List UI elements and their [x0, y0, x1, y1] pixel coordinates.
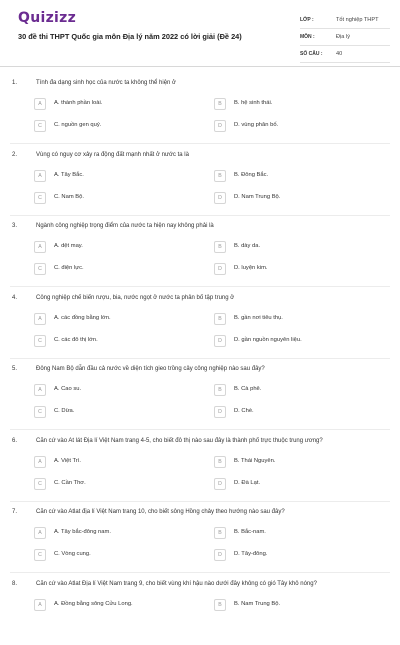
answer-option-a[interactable] — [34, 527, 214, 541]
answer-option-a[interactable] — [34, 384, 214, 398]
option-text: B. hệ sinh thái. — [234, 100, 273, 106]
question-2 — [0, 144, 400, 216]
option-text: B. Bắc-nam. — [234, 529, 266, 535]
option-letter-box: C — [34, 120, 46, 132]
option-text: D. Đà Lạt. — [234, 479, 261, 486]
answer-option-a[interactable] — [34, 456, 214, 470]
answer-option-b[interactable] — [214, 527, 394, 541]
option-letter-box: C — [34, 478, 46, 490]
option-letter-box: C — [34, 549, 46, 561]
option-text: B. Cà phê. — [234, 386, 262, 392]
question-text: Căn cứ vào Atlat Địa lí Việt Nam trang 9, cho biết vùng khí hậu nào dưới đây không có gió Tây khô nóng? — [36, 580, 317, 587]
option-letter-box: D — [214, 263, 226, 275]
meta-key: SỐ CÂU : — [300, 51, 323, 57]
option-text: A. dệt may. — [54, 243, 83, 249]
option-text: A. Tây Bắc. — [54, 171, 84, 178]
option-letter-box: B — [214, 456, 226, 468]
answer-option-c[interactable] — [34, 335, 214, 349]
answer-option-b[interactable] — [214, 384, 394, 398]
option-letter-box: A — [34, 527, 46, 539]
option-text: A. thành phần loài. — [54, 100, 103, 106]
option-text: B. Nam Trung Bộ. — [234, 600, 281, 607]
option-text: B. Đông Bắc. — [234, 171, 269, 178]
answer-option-b[interactable] — [214, 241, 394, 255]
meta-value: Địa lý — [336, 34, 350, 40]
answer-option-d[interactable] — [214, 192, 394, 206]
answer-option-b[interactable] — [214, 170, 394, 184]
answer-option-d[interactable] — [214, 263, 394, 277]
option-letter-box: A — [34, 98, 46, 110]
answer-option-a[interactable] — [34, 98, 214, 112]
option-letter-box: D — [214, 406, 226, 418]
option-letter-box: D — [214, 478, 226, 490]
option-letter-box: D — [214, 335, 226, 347]
option-letter-box: A — [34, 241, 46, 253]
answer-option-b[interactable] — [214, 599, 394, 613]
option-text: A. Cao su. — [54, 386, 82, 392]
question-7 — [0, 501, 400, 573]
answer-option-c[interactable] — [34, 192, 214, 206]
meta-key: LỚP : — [300, 17, 314, 23]
option-letter-box: B — [214, 98, 226, 110]
option-letter-box: A — [34, 456, 46, 468]
question-number: 8. — [12, 580, 18, 587]
answer-option-d[interactable] — [214, 478, 394, 492]
option-text: A. Đồng bằng sông Cửu Long. — [54, 600, 133, 607]
option-text: C. nguồn gen quý. — [54, 122, 102, 128]
option-letter-box: B — [214, 599, 226, 611]
option-text: C. Nam Bộ. — [54, 193, 84, 200]
option-text: D. gần nguồn nguyên liệu. — [234, 336, 302, 343]
answer-option-b[interactable] — [214, 98, 394, 112]
question-number: 7. — [12, 509, 18, 515]
question-number: 3. — [12, 223, 18, 229]
answer-option-b[interactable] — [214, 313, 394, 327]
answer-option-c[interactable] — [34, 120, 214, 134]
question-8 — [0, 573, 400, 645]
question-1 — [0, 72, 400, 144]
question-number: 2. — [12, 151, 18, 158]
question-number: 1. — [12, 80, 18, 86]
question-number: 6. — [12, 437, 18, 444]
question-text: Căn cứ vào Atlat địa lí Việt Nam trang 10, cho biết sông Hồng chảy theo hướng nào sau đây? — [36, 509, 285, 515]
option-text: A. Tây bắc-đông nam. — [54, 529, 111, 535]
option-letter-box: A — [34, 599, 46, 611]
option-text: B. gần nơi tiêu thụ. — [234, 314, 283, 321]
question-3 — [0, 215, 400, 287]
option-letter-box: B — [214, 170, 226, 182]
meta-key: MÔN : — [300, 34, 315, 40]
option-letter-box: C — [34, 335, 46, 347]
document-title: 30 đề thi THPT Quốc gia môn Địa lý năm 2022 có lời giải (Đề 24) — [18, 32, 242, 41]
question-number: 4. — [12, 294, 18, 301]
question-text: Ngành công nghiệp trọng điểm của nước ta hiện nay không phải là — [36, 223, 214, 229]
answer-option-c[interactable] — [34, 263, 214, 277]
option-letter-box: C — [34, 192, 46, 204]
option-letter-box: C — [34, 263, 46, 275]
option-text: C. Vòng cung. — [54, 551, 91, 557]
option-letter-box: B — [214, 313, 226, 325]
answer-option-d[interactable] — [214, 406, 394, 420]
option-letter-box: A — [34, 384, 46, 396]
answer-option-a[interactable] — [34, 313, 214, 327]
header-divider — [0, 66, 400, 67]
option-text: A. các đồng bằng lớn. — [54, 314, 111, 321]
option-text: C. các đô thị lớn. — [54, 336, 98, 343]
meta-value: Tốt nghiệp THPT — [336, 17, 379, 23]
option-letter-box: B — [214, 384, 226, 396]
answer-option-d[interactable] — [214, 549, 394, 563]
answer-option-b[interactable] — [214, 456, 394, 470]
answer-option-a[interactable] — [34, 170, 214, 184]
answer-option-d[interactable] — [214, 120, 394, 134]
option-letter-box: A — [34, 170, 46, 182]
answer-option-d[interactable] — [214, 335, 394, 349]
question-text: Công nghiệp chế biến rượu, bia, nước ngọt ở nước ta phân bố tập trung ở — [36, 294, 235, 301]
question-6 — [0, 430, 400, 502]
option-letter-box: D — [214, 120, 226, 132]
option-text: D. Nam Trung Bộ. — [234, 193, 281, 200]
option-text: C. Cần Thơ. — [54, 479, 86, 486]
question-text: Tính đa dạng sinh học của nước ta không thể hiện ở — [36, 80, 176, 86]
option-text: D. Chè. — [234, 408, 254, 414]
answer-option-a[interactable] — [34, 599, 214, 613]
quizizz-logo: Quizizz — [18, 10, 77, 26]
option-letter-box: D — [214, 192, 226, 204]
meta-row-count — [300, 46, 390, 63]
question-4 — [0, 287, 400, 359]
meta-value: 40 — [336, 51, 343, 57]
question-text: Vùng có nguy cơ xảy ra động đất mạnh nhất ở nước ta là — [36, 151, 189, 158]
option-text: D. vùng phân bố. — [234, 122, 279, 128]
answer-option-a[interactable] — [34, 241, 214, 255]
option-letter-box: C — [34, 406, 46, 418]
question-text: Đông Nam Bộ dẫn đầu cả nước về diện tích gieo trồng cây công nghiệp nào sau đây? — [36, 366, 265, 372]
option-letter-box: B — [214, 527, 226, 539]
meta-row-class — [300, 12, 390, 29]
option-text: D. Tây-đông. — [234, 551, 268, 557]
meta-row-subject — [300, 29, 390, 46]
answer-option-c[interactable] — [34, 478, 214, 492]
option-letter-box: D — [214, 549, 226, 561]
worksheet-meta — [300, 12, 390, 63]
question-5 — [0, 358, 400, 430]
answer-option-c[interactable] — [34, 549, 214, 563]
option-text: C. Dừa. — [54, 408, 75, 414]
question-number: 5. — [12, 366, 18, 372]
option-text: C. điện lực. — [54, 265, 84, 271]
answer-option-c[interactable] — [34, 406, 214, 420]
option-text: D. luyện kim. — [234, 265, 268, 271]
option-text: B. Thái Nguyên. — [234, 457, 276, 464]
option-text: A. Việt Trì. — [54, 457, 81, 464]
option-letter-box: B — [214, 241, 226, 253]
option-text: B. dày da. — [234, 243, 261, 249]
question-text: Căn cứ vào At lát Địa lí Việt Nam trang 4-5, cho biết đô thị nào sau đây là thành phố trực thuộc trung ương? — [36, 437, 323, 444]
option-letter-box: A — [34, 313, 46, 325]
